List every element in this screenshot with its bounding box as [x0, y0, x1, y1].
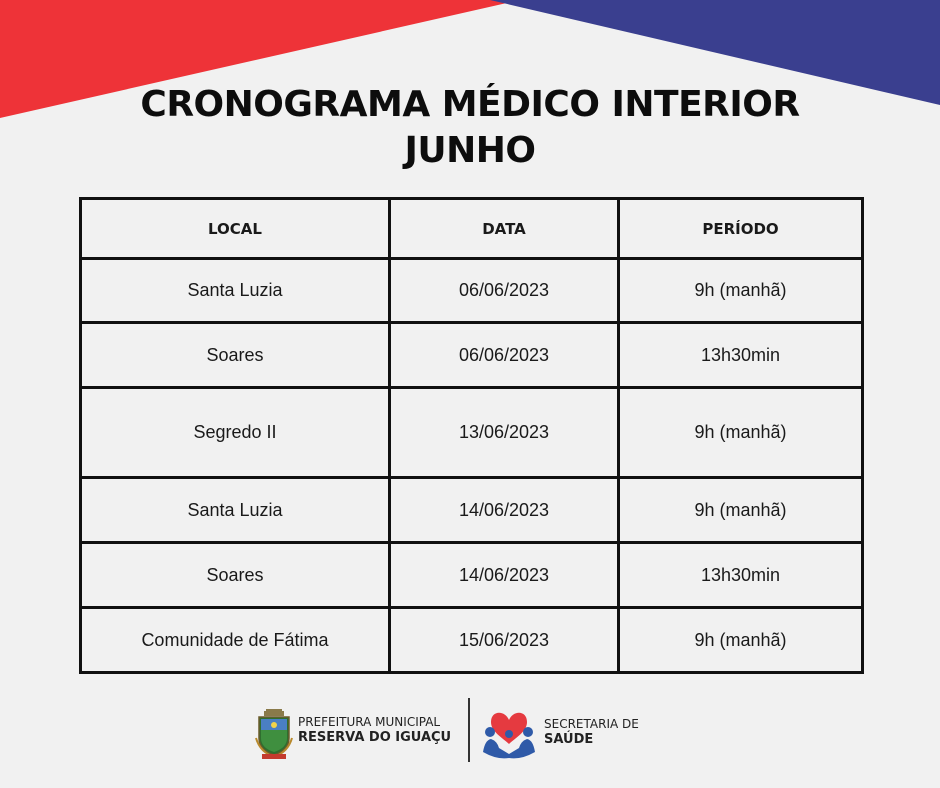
table-header-row — [81, 199, 863, 259]
municipal-crest-icon — [254, 708, 294, 760]
cell-local: Santa Luzia — [81, 259, 390, 323]
page-title — [0, 82, 940, 174]
secretaria-line-2: SAÚDE — [544, 732, 594, 747]
cell-periodo: 13h30min — [619, 543, 863, 608]
cell-data: 06/06/2023 — [390, 323, 619, 388]
header-periodo: PERÍODO — [619, 199, 863, 259]
footer-logos — [0, 696, 940, 766]
secretaria-text — [544, 716, 639, 748]
title-line-2: JUNHO — [404, 130, 536, 171]
prefeitura-line-1: PREFEITURA MUNICIPAL — [298, 715, 441, 729]
table-row — [81, 388, 863, 478]
table-row — [81, 608, 863, 673]
cell-local: Santa Luzia — [81, 478, 390, 543]
cell-local: Soares — [81, 323, 390, 388]
table-row — [81, 259, 863, 323]
cell-local: Comunidade de Fátima — [81, 608, 390, 673]
cell-periodo: 9h (manhã) — [619, 259, 863, 323]
cell-periodo: 9h (manhã) — [619, 478, 863, 543]
cell-data: 14/06/2023 — [390, 543, 619, 608]
cell-data: 13/06/2023 — [390, 388, 619, 478]
table-row — [81, 543, 863, 608]
prefeitura-line-2: RESERVA DO IGUAÇU — [298, 730, 452, 745]
schedule-table — [79, 197, 864, 674]
secretaria-line-1: SECRETARIA DE — [544, 717, 639, 731]
title-line-1: CRONOGRAMA MÉDICO INTERIOR — [140, 84, 800, 125]
prefeitura-text — [298, 714, 451, 746]
cell-local: Segredo II — [81, 388, 390, 478]
cell-data: 06/06/2023 — [390, 259, 619, 323]
cell-periodo: 9h (manhã) — [619, 388, 863, 478]
saude-heart-family-icon — [481, 708, 537, 760]
cell-periodo: 13h30min — [619, 323, 863, 388]
header-local: LOCAL — [81, 199, 390, 259]
header-data: DATA — [390, 199, 619, 259]
cell-data: 14/06/2023 — [390, 478, 619, 543]
table-row — [81, 478, 863, 543]
cell-local: Soares — [81, 543, 390, 608]
footer-divider — [468, 698, 470, 762]
table-row — [81, 323, 863, 388]
cell-periodo: 9h (manhã) — [619, 608, 863, 673]
cell-data: 15/06/2023 — [390, 608, 619, 673]
